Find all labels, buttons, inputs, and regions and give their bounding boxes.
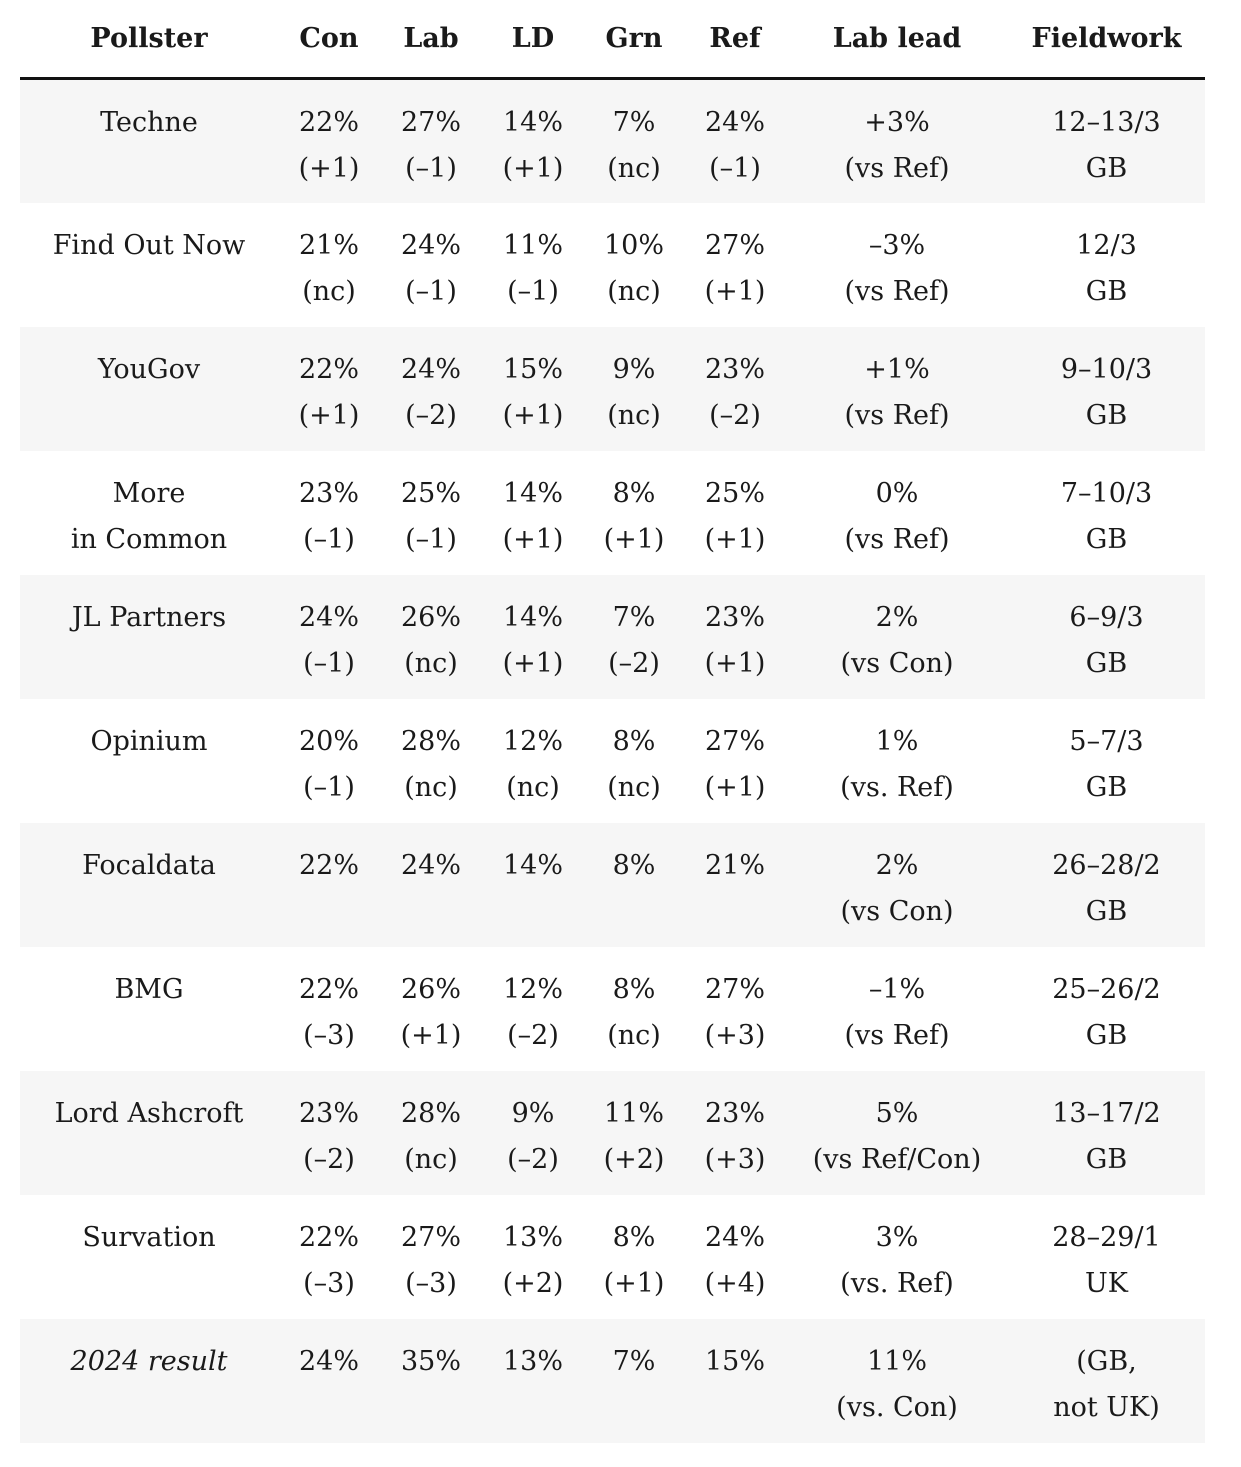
lab-cell — [380, 451, 482, 575]
table-row — [20, 699, 1205, 823]
cell-line: 15% — [502, 353, 563, 385]
pollster-cell — [20, 203, 278, 327]
lab-cell — [380, 203, 482, 327]
cell-line: (–1) — [507, 275, 559, 307]
cell-line: 26% — [400, 601, 461, 633]
cell-line: (nc) — [404, 771, 458, 803]
cell-line: (+1) — [502, 153, 564, 184]
cell-line: 12% — [502, 973, 563, 1005]
cell-line: 11% — [603, 1097, 664, 1129]
cell-line: 26–28/2 — [1052, 849, 1161, 881]
pollster-cell — [20, 947, 278, 1071]
grn-cell — [584, 327, 684, 451]
cell-line: (vs Con) — [840, 647, 954, 679]
cell-line: (+2) — [603, 1143, 665, 1175]
table-row — [20, 79, 1205, 203]
cell-line: 9% — [612, 353, 656, 385]
cell-line: 0% — [875, 477, 919, 509]
cell-line: (vs Ref) — [844, 399, 950, 431]
lab-lead-cell — [786, 327, 1008, 451]
cell-line: 22% — [298, 1221, 359, 1253]
cell-line: (nc) — [506, 771, 560, 803]
lab-cell — [380, 823, 482, 947]
ref-cell — [684, 1071, 786, 1195]
ref-cell — [684, 699, 786, 823]
cell-line: 21% — [298, 229, 359, 261]
ld-cell — [482, 1319, 584, 1443]
cell-line: 24% — [704, 107, 765, 138]
cell-line: JL Partners — [71, 601, 227, 633]
ld-cell — [482, 699, 584, 823]
cell-line: 12–13/3 — [1052, 107, 1161, 138]
cell-line: More — [112, 477, 186, 509]
cell-line: 10% — [603, 229, 664, 261]
cell-line: 7% — [612, 107, 656, 138]
cell-line: 27% — [704, 973, 765, 1005]
ref-cell — [684, 1319, 786, 1443]
cell-line: 13–17/2 — [1052, 1097, 1161, 1129]
cell-line: BMG — [114, 973, 184, 1005]
fieldwork-cell — [1008, 203, 1205, 327]
ref-cell — [684, 947, 786, 1071]
con-cell — [278, 699, 380, 823]
cell-line: 27% — [704, 229, 765, 261]
cell-line: (nc) — [607, 1019, 661, 1051]
lab-lead-cell — [786, 823, 1008, 947]
header-lab-lead: Lab lead — [786, 0, 1008, 79]
con-cell — [278, 79, 380, 203]
cell-line: 12% — [502, 725, 563, 757]
lab-lead-cell — [786, 575, 1008, 699]
cell-line: (+3) — [704, 1019, 766, 1051]
cell-line: (+1) — [502, 523, 564, 555]
pollster-cell — [20, 699, 278, 823]
con-cell — [278, 947, 380, 1071]
lab-cell — [380, 327, 482, 451]
table-row — [20, 451, 1205, 575]
fieldwork-cell — [1008, 1071, 1205, 1195]
grn-cell — [584, 947, 684, 1071]
ld-cell — [482, 327, 584, 451]
pollster-cell — [20, 1195, 278, 1319]
cell-line: (nc) — [302, 275, 356, 307]
pollster-cell — [20, 451, 278, 575]
cell-line: (+1) — [400, 1019, 462, 1051]
cell-line: GB — [1085, 771, 1128, 803]
cell-line: 1% — [875, 725, 919, 757]
cell-line: 25% — [704, 477, 765, 509]
cell-line: 22% — [298, 973, 359, 1005]
cell-line: 2% — [875, 849, 919, 881]
cell-line: 12/3 — [1076, 229, 1137, 261]
cell-line: (nc) — [607, 399, 661, 431]
header-grn: Grn — [584, 0, 684, 79]
ref-cell — [684, 1195, 786, 1319]
cell-line: GB — [1085, 399, 1128, 431]
cell-line: 28% — [400, 1097, 461, 1129]
cell-line: 27% — [400, 107, 461, 138]
fieldwork-cell — [1008, 947, 1205, 1071]
cell-line: (–1) — [405, 523, 457, 555]
lab-cell — [380, 1195, 482, 1319]
cell-line: 27% — [400, 1221, 461, 1253]
cell-line: GB — [1085, 1143, 1128, 1175]
fieldwork-cell — [1008, 327, 1205, 451]
table-row — [20, 203, 1205, 327]
header-ld: LD — [482, 0, 584, 79]
lab-lead-cell — [786, 1195, 1008, 1319]
cell-line: (–1) — [303, 647, 355, 679]
cell-line: 8% — [612, 477, 656, 509]
cell-line: (nc) — [404, 1143, 458, 1175]
cell-line: (+1) — [704, 523, 766, 555]
cell-line: (+1) — [502, 647, 564, 679]
cell-line: 5% — [875, 1097, 919, 1129]
ld-cell — [482, 1071, 584, 1195]
grn-cell — [584, 451, 684, 575]
ld-cell — [482, 451, 584, 575]
fieldwork-cell — [1008, 575, 1205, 699]
fieldwork-cell — [1008, 823, 1205, 947]
cell-line: (nc) — [607, 153, 661, 184]
cell-line: 8% — [612, 849, 656, 881]
fieldwork-cell — [1008, 79, 1205, 203]
lab-cell — [380, 699, 482, 823]
grn-cell — [584, 575, 684, 699]
header-ref: Ref — [684, 0, 786, 79]
cell-line: (–2) — [507, 1019, 559, 1051]
cell-line: (vs. Con) — [836, 1391, 958, 1423]
cell-line: 28–29/1 — [1052, 1221, 1161, 1253]
poll-table-body — [20, 79, 1205, 1443]
cell-line: 23% — [298, 1097, 359, 1129]
cell-line: 6–9/3 — [1069, 601, 1144, 633]
cell-line: 26% — [400, 973, 461, 1005]
con-cell — [278, 1071, 380, 1195]
cell-line: in Common — [70, 523, 228, 555]
cell-line: (vs. Ref) — [840, 1267, 954, 1299]
header-fieldwork: Fieldwork — [1008, 0, 1205, 79]
table-row — [20, 575, 1205, 699]
header-lab: Lab — [380, 0, 482, 79]
cell-line: 9% — [511, 1097, 555, 1129]
cell-line: 24% — [298, 601, 359, 633]
cell-line: (–3) — [303, 1267, 355, 1299]
cell-line: 21% — [704, 849, 765, 881]
header-con: Con — [278, 0, 380, 79]
cell-line: (+1) — [502, 399, 564, 431]
cell-line: (–3) — [405, 1267, 457, 1299]
cell-line: 23% — [704, 601, 765, 633]
ref-cell — [684, 451, 786, 575]
cell-line: (nc) — [607, 275, 661, 307]
cell-line: not UK) — [1053, 1391, 1160, 1423]
cell-line: 14% — [502, 849, 563, 881]
cell-line: (+1) — [298, 153, 360, 184]
cell-line: 8% — [612, 1221, 656, 1253]
cell-line: GB — [1085, 523, 1128, 555]
cell-line: (–2) — [507, 1143, 559, 1175]
cell-line: 27% — [704, 725, 765, 757]
cell-line: (+4) — [704, 1267, 766, 1299]
cell-line: 20% — [298, 725, 359, 757]
cell-line: (nc) — [404, 647, 458, 679]
pollster-cell — [20, 823, 278, 947]
cell-line: (vs Ref) — [844, 523, 950, 555]
con-cell — [278, 575, 380, 699]
lab-lead-cell — [786, 451, 1008, 575]
cell-line: 15% — [704, 1345, 765, 1377]
cell-line: 24% — [400, 849, 461, 881]
cell-line: 22% — [298, 849, 359, 881]
con-cell — [278, 823, 380, 947]
grn-cell — [584, 1195, 684, 1319]
cell-line: 11% — [866, 1345, 927, 1377]
ld-cell — [482, 823, 584, 947]
cell-line: (–1) — [405, 153, 457, 184]
cell-line: (vs Ref) — [844, 1019, 950, 1051]
cell-line: +1% — [864, 353, 930, 385]
ref-cell — [684, 823, 786, 947]
cell-line: –3% — [868, 229, 926, 261]
lab-lead-cell — [786, 1319, 1008, 1443]
cell-line: 9–10/3 — [1060, 353, 1153, 385]
cell-line: Techne — [100, 107, 198, 138]
cell-line: (vs. Ref) — [840, 771, 954, 803]
cell-line: 13% — [502, 1345, 563, 1377]
grn-cell — [584, 79, 684, 203]
ld-cell — [482, 203, 584, 327]
cell-line: –1% — [868, 973, 926, 1005]
ref-cell — [684, 575, 786, 699]
cell-line: GB — [1085, 647, 1128, 679]
cell-line: 24% — [298, 1345, 359, 1377]
lab-lead-cell — [786, 1071, 1008, 1195]
cell-line: (–2) — [608, 647, 660, 679]
cell-line: 5–7/3 — [1069, 725, 1144, 757]
lab-cell — [380, 1319, 482, 1443]
con-cell — [278, 1319, 380, 1443]
cell-line: 25% — [400, 477, 461, 509]
lab-lead-cell — [786, 203, 1008, 327]
cell-line: 24% — [400, 229, 461, 261]
fieldwork-cell — [1008, 1195, 1205, 1319]
poll-table — [20, 0, 1205, 1443]
cell-line: (–1) — [303, 771, 355, 803]
table-row — [20, 823, 1205, 947]
cell-line: 14% — [502, 107, 563, 138]
cell-line: 7–10/3 — [1060, 477, 1153, 509]
ref-cell — [684, 327, 786, 451]
fieldwork-cell — [1008, 699, 1205, 823]
cell-line: 11% — [502, 229, 563, 261]
poll-table-container — [20, 0, 1205, 1443]
con-cell — [278, 203, 380, 327]
cell-line: +3% — [864, 107, 930, 138]
cell-line: (+2) — [502, 1267, 564, 1299]
header-row — [20, 0, 1205, 79]
cell-line: (+1) — [298, 399, 360, 431]
cell-line: (GB, — [1076, 1345, 1137, 1377]
cell-line: 25–26/2 — [1052, 973, 1161, 1005]
lab-lead-cell — [786, 947, 1008, 1071]
lab-cell — [380, 947, 482, 1071]
cell-line: (–2) — [405, 399, 457, 431]
ref-cell — [684, 203, 786, 327]
grn-cell — [584, 1319, 684, 1443]
lab-cell — [380, 575, 482, 699]
pollster-cell — [20, 1071, 278, 1195]
cell-line: (–2) — [303, 1143, 355, 1175]
cell-line: GB — [1085, 1019, 1128, 1051]
cell-line: 35% — [400, 1345, 461, 1377]
cell-line: 8% — [612, 973, 656, 1005]
cell-line: 8% — [612, 725, 656, 757]
table-row — [20, 947, 1205, 1071]
cell-line: 14% — [502, 601, 563, 633]
cell-line: UK — [1085, 1267, 1128, 1299]
cell-line: 2% — [875, 601, 919, 633]
lab-lead-cell — [786, 699, 1008, 823]
cell-line: (vs Ref) — [844, 153, 950, 184]
cell-line: 23% — [704, 1097, 765, 1129]
cell-line: (–3) — [303, 1019, 355, 1051]
con-cell — [278, 327, 380, 451]
cell-line: (nc) — [607, 771, 661, 803]
ld-cell — [482, 79, 584, 203]
ld-cell — [482, 575, 584, 699]
con-cell — [278, 1195, 380, 1319]
cell-line: GB — [1085, 153, 1128, 184]
cell-line: YouGov — [97, 353, 201, 385]
grn-cell — [584, 203, 684, 327]
pollster-cell — [20, 79, 278, 203]
table-row — [20, 327, 1205, 451]
ref-cell — [684, 79, 786, 203]
pollster-cell — [20, 575, 278, 699]
cell-line: (vs Ref/Con) — [812, 1143, 982, 1175]
cell-line: 14% — [502, 477, 563, 509]
ld-cell — [482, 1195, 584, 1319]
cell-line: (+1) — [704, 275, 766, 307]
lab-cell — [380, 79, 482, 203]
cell-line: 7% — [612, 601, 656, 633]
pollster-cell — [20, 327, 278, 451]
cell-line: (–1) — [405, 275, 457, 307]
cell-line: Lord Ashcroft — [54, 1097, 244, 1129]
cell-line: 7% — [612, 1345, 656, 1377]
fieldwork-cell — [1008, 1319, 1205, 1443]
grn-cell — [584, 699, 684, 823]
con-cell — [278, 451, 380, 575]
cell-line: 2024 result — [70, 1345, 228, 1377]
cell-line: GB — [1085, 895, 1128, 927]
header-pollster: Pollster — [20, 0, 278, 79]
grn-cell — [584, 1071, 684, 1195]
cell-line: (–1) — [303, 523, 355, 555]
cell-line: Find Out Now — [52, 229, 246, 261]
cell-line: (+1) — [603, 1267, 665, 1299]
pollster-cell — [20, 1319, 278, 1443]
cell-line: 24% — [704, 1221, 765, 1253]
ld-cell — [482, 947, 584, 1071]
cell-line: (–2) — [709, 399, 761, 431]
cell-line: 23% — [298, 477, 359, 509]
cell-line: (–1) — [709, 153, 761, 184]
table-row — [20, 1319, 1205, 1443]
cell-line: (+3) — [704, 1143, 766, 1175]
fieldwork-cell — [1008, 451, 1205, 575]
cell-line: 3% — [875, 1221, 919, 1253]
cell-line: (vs Con) — [840, 895, 954, 927]
cell-line: 22% — [298, 353, 359, 385]
cell-line: Opinium — [90, 725, 208, 757]
lab-cell — [380, 1071, 482, 1195]
table-row — [20, 1195, 1205, 1319]
table-row — [20, 1071, 1205, 1195]
cell-line: (vs Ref) — [844, 275, 950, 307]
cell-line: GB — [1085, 275, 1128, 307]
cell-line: (+1) — [704, 647, 766, 679]
cell-line: (+1) — [603, 523, 665, 555]
grn-cell — [584, 823, 684, 947]
cell-line: (+1) — [704, 771, 766, 803]
cell-line: 23% — [704, 353, 765, 385]
cell-line: Focaldata — [82, 849, 216, 881]
lab-lead-cell — [786, 79, 1008, 203]
cell-line: 13% — [502, 1221, 563, 1253]
cell-line: 24% — [400, 353, 461, 385]
cell-line: 28% — [400, 725, 461, 757]
cell-line: Survation — [82, 1221, 216, 1253]
cell-line: 22% — [298, 107, 359, 138]
